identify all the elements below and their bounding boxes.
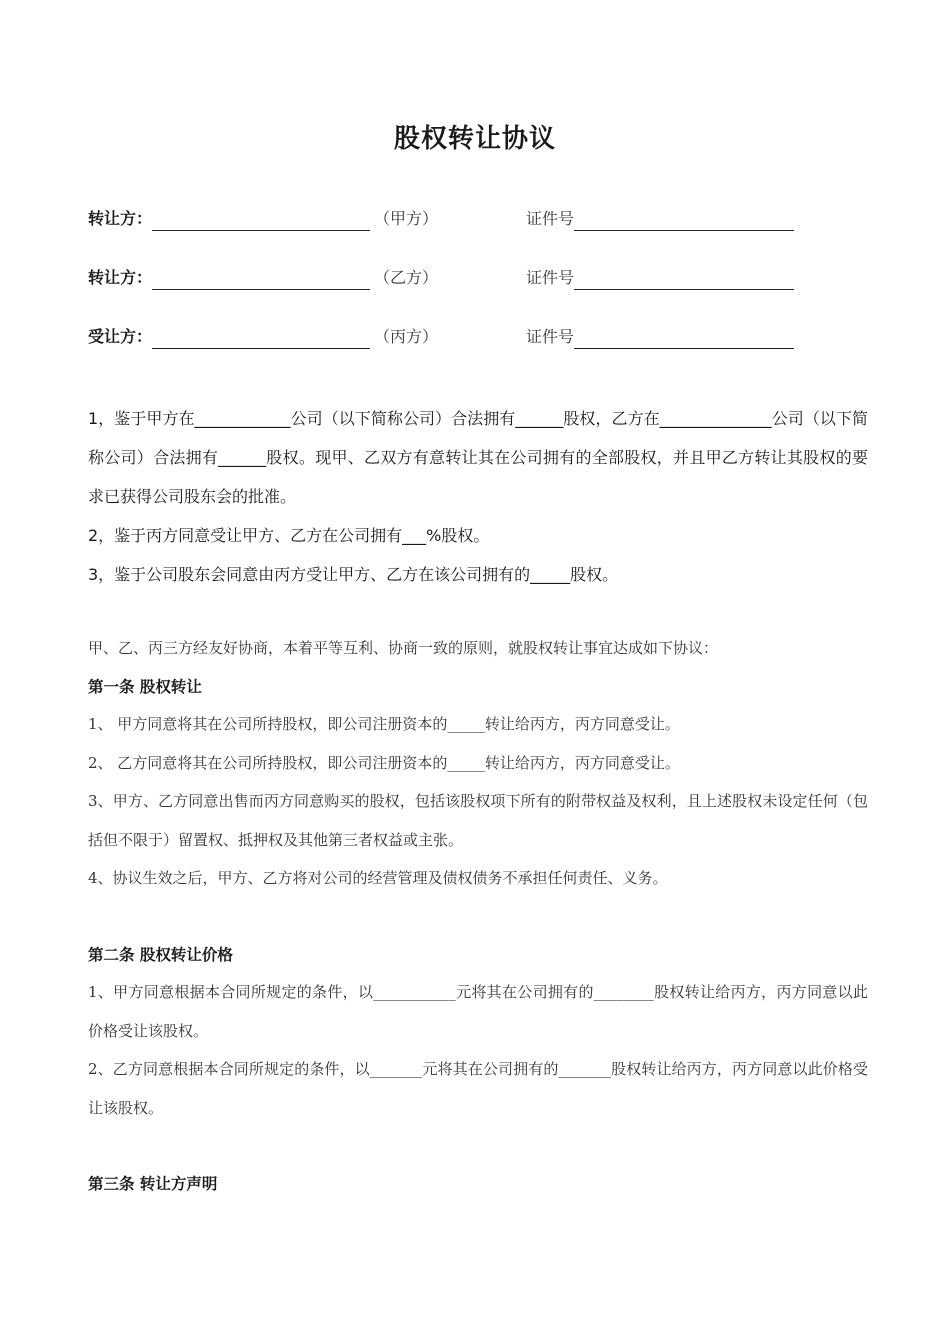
name-blank[interactable]: [152, 212, 370, 231]
recital-2: 2，鉴于丙方同意受让甲方、乙方在公司拥有___%股权。: [88, 526, 490, 545]
recitals: [88, 399, 868, 594]
cert-blank[interactable]: [574, 271, 794, 290]
recital-1: 1，鉴于甲方在____________公司（以下简称公司）合法拥有______股权，乙方在______________公司（以下简称公司）合法拥有______股权。现甲、乙双方有意转让其在公司拥有的全部股权，并且甲乙方转让其股权的要求已获得公司股东会的批准。: [88, 409, 868, 506]
cert-field: [526, 325, 794, 349]
article-1-heading: 第一条 股权转让: [88, 678, 202, 696]
article-1-item-2: 2、 乙方同意将其在公司所持股权，即公司注册资本的_____转让给丙方，丙方同意受让。: [88, 753, 680, 772]
name-blank[interactable]: [152, 271, 370, 290]
party-row-transferor-b: [88, 266, 575, 290]
article-2-item-1: 1、甲方同意根据本合同所规定的条件，以___________元将其在公司拥有的________股权转让给丙方，丙方同意以此价格受让该股权。: [88, 983, 868, 1040]
party-label: 受让方：: [88, 327, 153, 346]
party-label: 转让方：: [88, 268, 153, 287]
intro-paragraph: 甲、乙、丙三方经友好协商，本着平等互利、协商一致的原则，就股权转让事宜达成如下协议：: [88, 639, 719, 657]
page-title: 股权转让协议: [393, 124, 556, 154]
recital-3: 3，鉴于公司股东会同意由丙方受让甲方、乙方在该公司拥有的_____股权。: [88, 565, 619, 584]
article-1-body: [88, 705, 868, 898]
party-role: （丙方）: [374, 327, 439, 346]
cert-label: 证件号: [526, 268, 575, 287]
cert-label: 证件号: [526, 327, 575, 346]
party-row-transferee: [88, 325, 575, 349]
cert-blank[interactable]: [574, 212, 794, 231]
article-3-heading: 第三条 转让方声明: [88, 1175, 218, 1193]
article-1-item-3: 3、甲方、乙方同意出售而丙方同意购买的股权，包括该股权项下所有的附带权益及权利，且上述股权未设定任何（包括但不限于）留置权、抵押权及其他第三者权益或主张。: [88, 792, 868, 849]
cert-field: [526, 207, 794, 231]
cert-blank[interactable]: [574, 330, 794, 349]
article-2-item-2: 2、乙方同意根据本合同所规定的条件，以_______元将其在公司拥有的_______股权转让给丙方，丙方同意以此价格受让该股权。: [88, 1060, 868, 1117]
article-2-heading: 第二条 股权转让价格: [88, 946, 233, 964]
party-role: （甲方）: [374, 209, 439, 228]
cert-field: [526, 266, 794, 290]
article-1-item-4: 4、协议生效之后，甲方、乙方将对公司的经营管理及债权债务不承担任何责任、义务。: [88, 869, 668, 887]
party-role: （乙方）: [374, 268, 439, 287]
party-row-transferor-a: [88, 207, 575, 231]
name-blank[interactable]: [152, 330, 370, 349]
cert-label: 证件号: [526, 209, 575, 228]
party-label: 转让方：: [88, 209, 153, 228]
article-1-item-1: 1、 甲方同意将其在公司所持股权，即公司注册资本的_____转让给丙方，丙方同意受让。: [88, 715, 680, 733]
article-2-body: [88, 973, 868, 1127]
